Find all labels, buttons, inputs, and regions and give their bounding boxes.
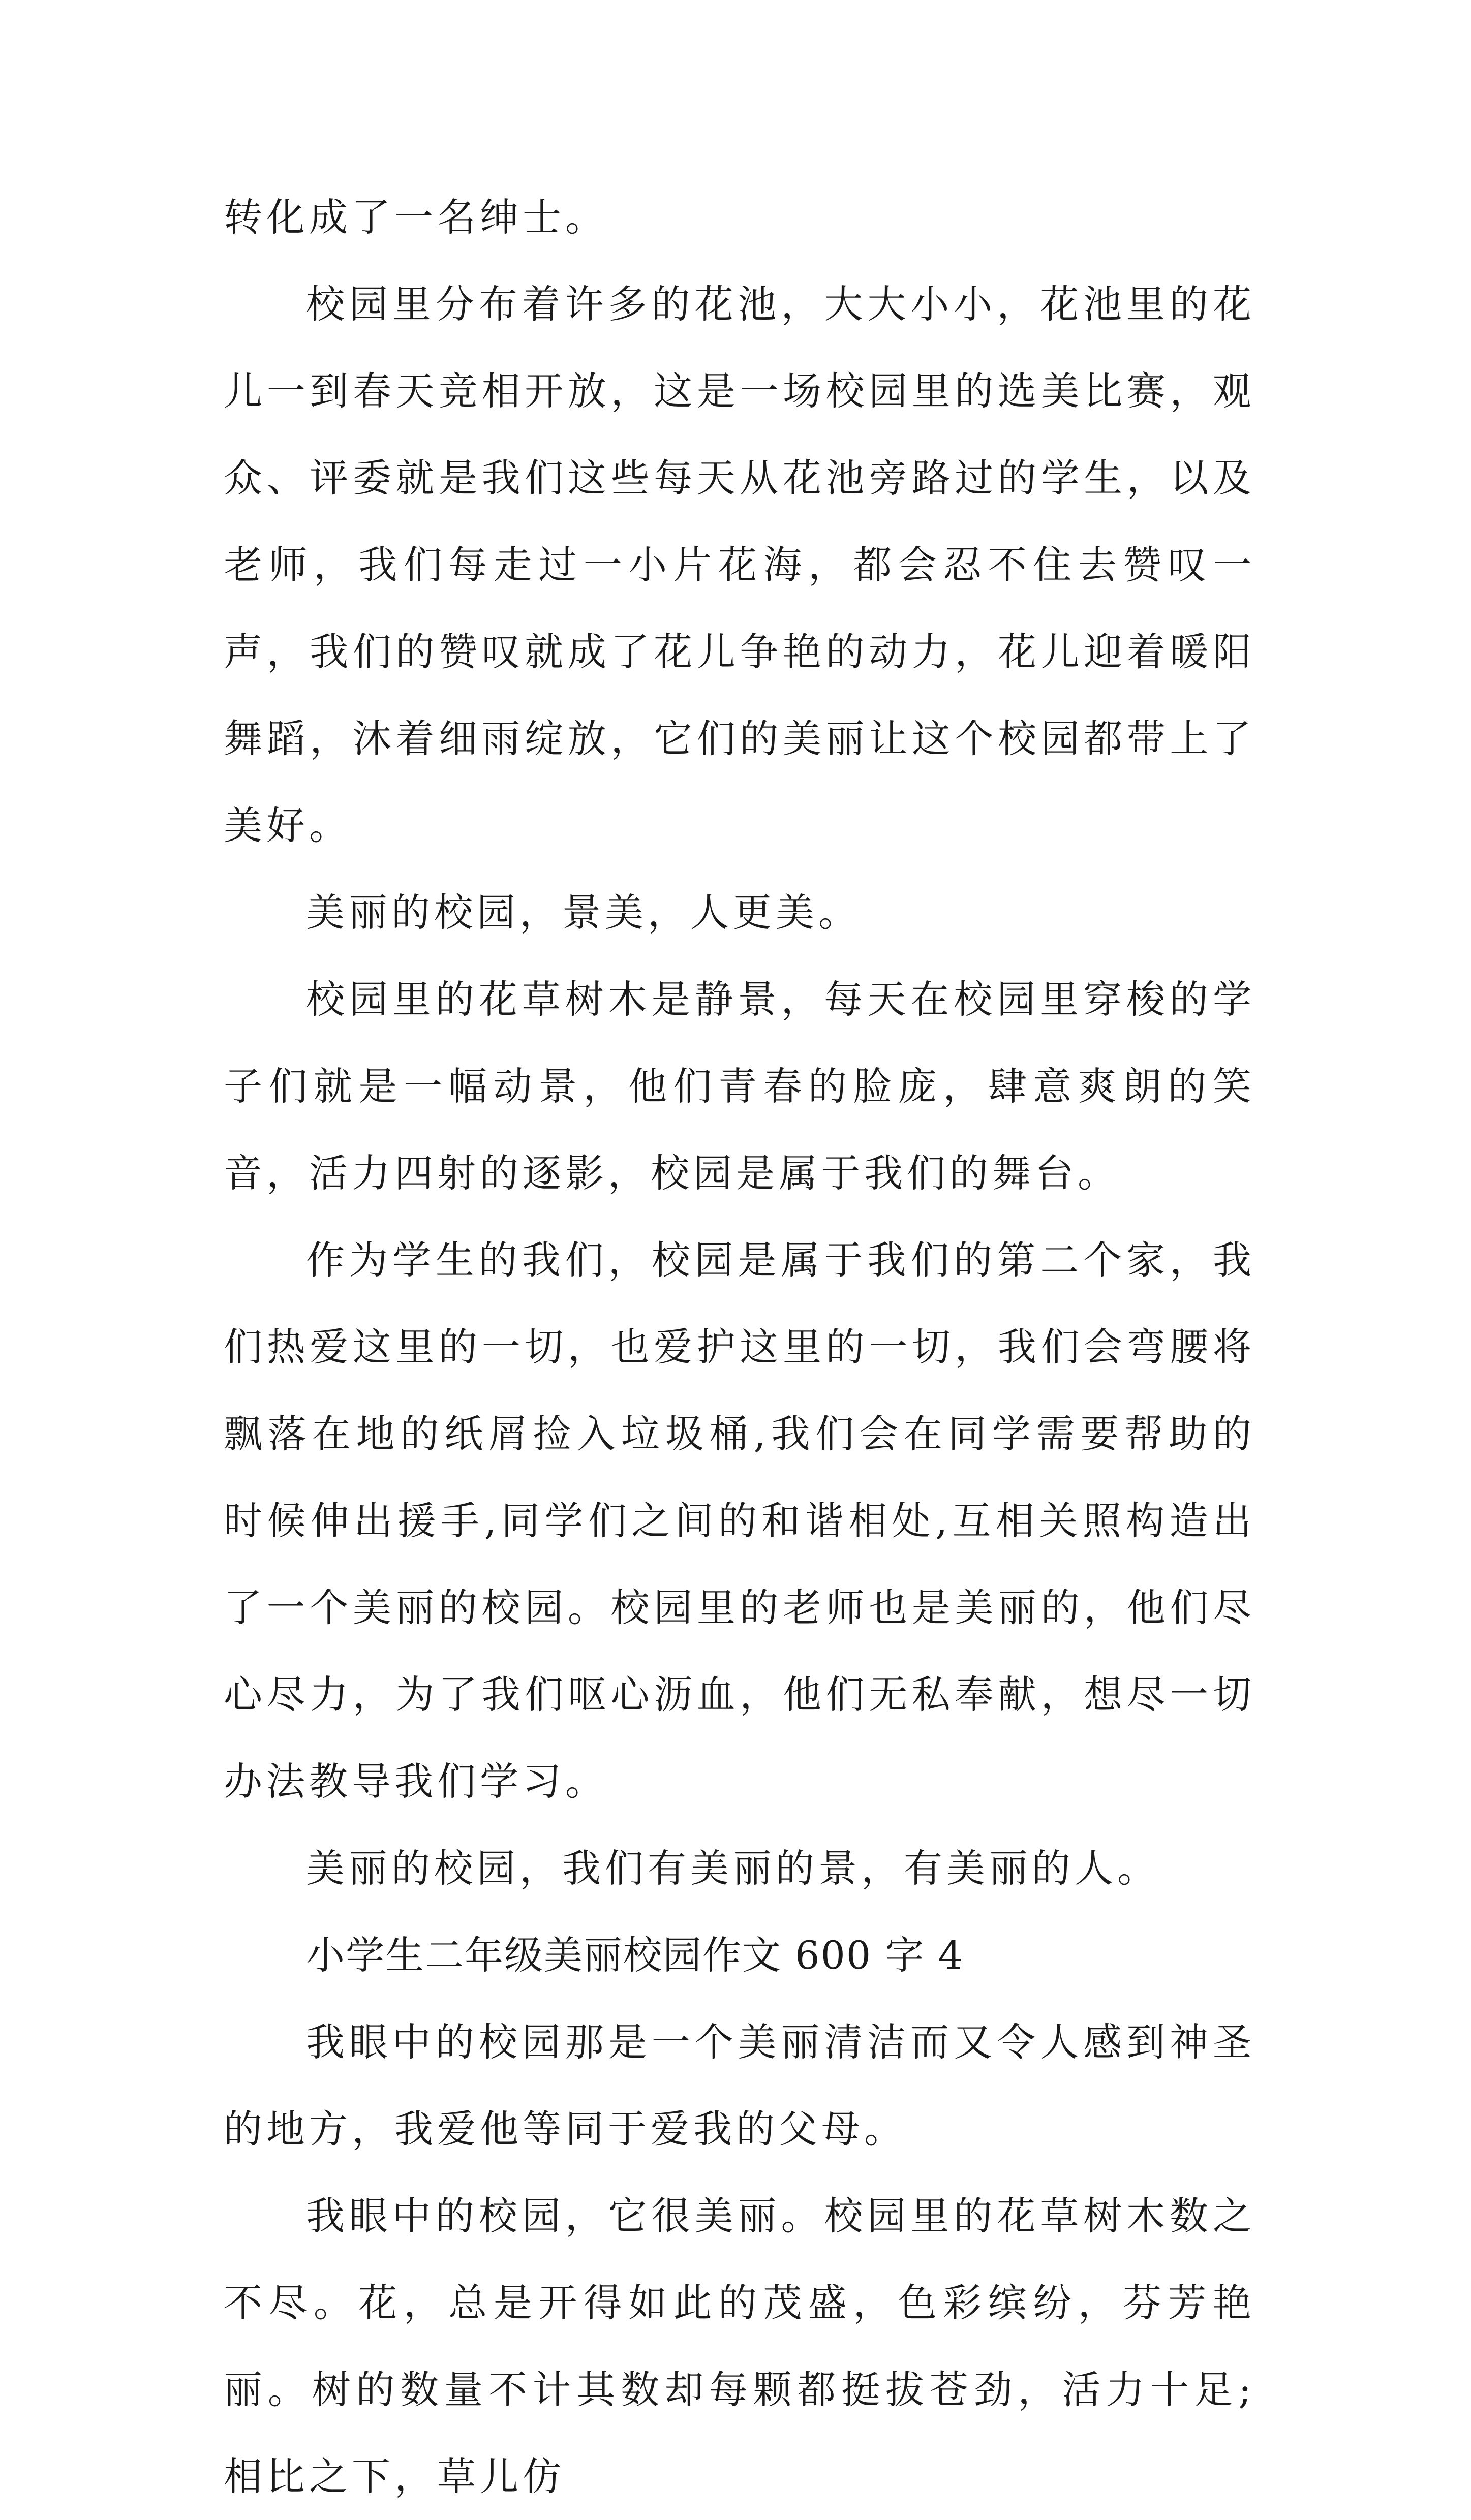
paragraph-7: 我眼中的校园那是一个美丽清洁而又令人感到神圣的地方，我爱他等同于爱我的父母。 [224,2019,1255,2152]
paragraph-6: 美丽的校园，我们有美丽的景，有美丽的人。 [306,1846,1160,1891]
paragraph-5: 作为学生的我们，校园是属于我们的第二个家，我们热爱这里的一切，也爱护这里的一切，我们会弯腰将飘落在地的纸屑捡入垃圾桶,我们会在同学需要帮助的时候伸出援手,同学们之间的和谐相处,互相关照构造出了一个美丽的校园。校园里的老师也是美丽的，他们尽心尽力，为了我们呕心沥血，他们无私奉献，想尽一切办法教导我们学习。 [224,1237,1255,1804]
paragraph-3: 美丽的校园，景美，人更美。 [306,890,861,935]
paragraph-8: 我眼中的校园，它很美丽。校园里的花草树木数之不尽。花，总是开得如此的茂盛，色彩缤纷，芬芳艳丽。树的数量不计其数却每颗都挺拔苍劲，活力十足;相比之下，草儿仿 [224,2193,1255,2499]
section-heading: 小学生二年级美丽校园作文 600 字 4 [306,1933,964,1978]
paragraph-2: 校园里分布着许多的花池，大大小小，花池里的花儿一到春天竞相开放，这是一场校园里的选美比赛，观众、评委就是我们这些每天从花池旁路过的学生，以及老师，我们每走过一小片花海，都会忍不住去赞叹一声，我们的赞叹就成了花儿争艳的动力，花儿迎着暖阳舞蹈，沐着细雨绽放，它们的美丽让这个校园都带上了美好。 [224,282,1255,848]
document-body [224,174,1255,2520]
paragraph-4: 校园里的花草树木是静景，每天在校园里穿梭的学子们就是一幅动景，他们青春的脸庞，肆意爽朗的笑音，活力四射的逐影，校园是属于我们的舞台。 [224,977,1255,1196]
paragraph-1: 转化成了一名绅士。 [224,195,608,240]
